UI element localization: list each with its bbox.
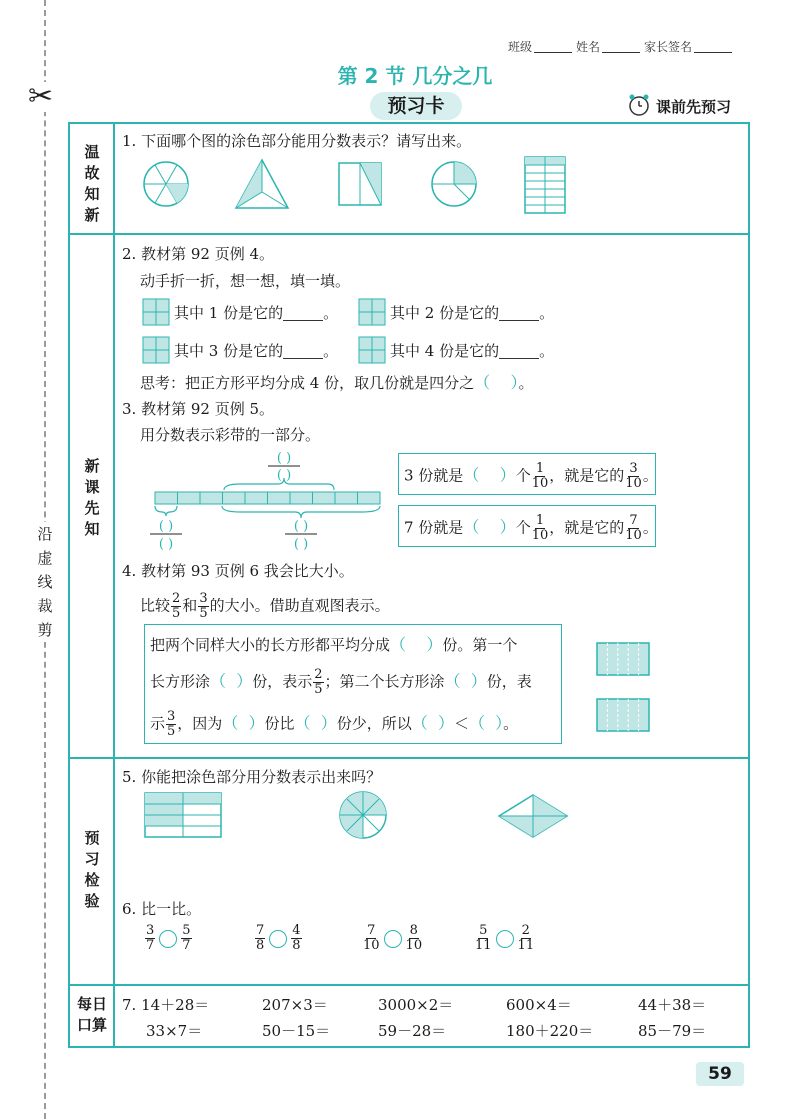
fraction-denominator: 8 — [292, 938, 301, 953]
period: 。 — [539, 304, 555, 322]
fraction-numerator: 2 — [314, 667, 323, 682]
paren-close: ） — [320, 713, 337, 733]
fraction-numerator: 7 — [256, 923, 265, 938]
svg-text:( ): ( ) — [276, 451, 292, 466]
period: 。 — [642, 518, 658, 537]
q5-rhombus — [498, 794, 568, 838]
q2-answer-blank[interactable] — [499, 320, 539, 321]
q2-item-1 — [174, 302, 338, 324]
question-6: 6. 比一比。 — [122, 900, 202, 918]
q1-rectangle-strips — [524, 156, 566, 214]
q5-circle — [338, 790, 388, 840]
paren-open: （ — [411, 713, 428, 733]
class-field[interactable] — [534, 52, 572, 53]
paren-open: （ — [468, 713, 485, 733]
fraction-numerator: 3 — [146, 923, 155, 938]
calc-item[interactable]: 180＋220＝ — [506, 1022, 594, 1040]
paren-open: （ — [210, 671, 227, 691]
fraction-denominator: 5 — [314, 682, 323, 697]
calc-item[interactable]: 600×4＝ — [506, 996, 572, 1014]
divider-new — [68, 757, 750, 759]
period: 。 — [539, 342, 555, 360]
q1-triangle — [234, 158, 290, 210]
calc-item[interactable]: 207×3＝ — [262, 996, 328, 1014]
svg-text:( ): ( ) — [158, 519, 174, 534]
q4-text: 份比 — [264, 714, 295, 733]
question-2-instruction: 动手折一折，想一想，填一填。 — [140, 272, 351, 290]
fraction — [363, 924, 380, 953]
divider-review — [68, 233, 750, 235]
q4-compare-line — [140, 592, 390, 621]
q3-text: 个 — [515, 466, 531, 485]
paren-open: （ — [444, 671, 461, 691]
q1-circle-unequal — [430, 160, 478, 208]
q2-square-2 — [358, 298, 386, 326]
q4-text: 和 — [182, 596, 198, 615]
q4-text: 的大小。借助直观图表示。 — [209, 596, 390, 615]
q4-text: 份少，所以 — [336, 714, 412, 733]
paren-open: （ — [474, 373, 491, 392]
section-label-check — [72, 828, 112, 912]
paren-close: ） — [495, 713, 504, 733]
q5-rectangle — [144, 792, 222, 838]
svg-text:( ): ( ) — [276, 468, 292, 483]
card-title: 预习卡 — [370, 92, 462, 120]
paren-close: ） — [499, 517, 516, 537]
fraction — [181, 924, 191, 953]
q3-text: 个 — [515, 518, 531, 537]
fraction — [532, 462, 549, 491]
fraction-numerator: 5 — [479, 923, 488, 938]
fraction-denominator: 5 — [199, 606, 208, 621]
q4-text: ，因为 — [177, 714, 223, 733]
fraction — [291, 924, 301, 953]
svg-text:( ): ( ) — [293, 537, 309, 552]
q2-item-text: 其中 1 份是它的 — [174, 304, 284, 322]
fraction — [171, 592, 181, 621]
q4-line-2 — [150, 668, 532, 697]
calc-item[interactable]: 85－79＝ — [638, 1022, 707, 1040]
question-2-title: 2. 教材第 92 页例 4。 — [122, 245, 275, 263]
q4-text: 示 — [150, 714, 166, 733]
fraction-numerator: 2 — [521, 923, 530, 938]
class-label: 班级 — [508, 40, 533, 54]
fraction-denominator: 10 — [531, 528, 549, 543]
section-label-text: 新课先知 — [84, 457, 100, 538]
fraction-denominator: 10 — [531, 476, 549, 491]
fraction-numerator: 7 — [629, 513, 638, 528]
answer-paren[interactable] — [390, 635, 442, 654]
section-label-daily — [72, 994, 112, 1036]
fraction — [166, 710, 176, 739]
calc-item[interactable]: 50－15＝ — [262, 1022, 331, 1040]
calc-item[interactable]: 7. 14＋28＝ — [122, 996, 210, 1014]
q3-text: ，就是它的 — [549, 466, 625, 485]
q2-answer-blank[interactable] — [283, 320, 323, 321]
compare-circle[interactable] — [159, 930, 177, 948]
fraction — [198, 592, 208, 621]
calc-item[interactable]: 3000×2＝ — [378, 996, 454, 1014]
paren-open: （ — [222, 713, 239, 733]
less-than-sign: ＜ — [453, 714, 469, 733]
q4-text: 份。第一个 — [442, 636, 518, 654]
question-4-title: 4. 教材第 93 页例 6 我会比大小。 — [122, 562, 354, 580]
fraction-denominator: 11 — [475, 938, 492, 953]
question-5: 5. 你能把涂色部分用分数表示出来吗？ — [122, 768, 382, 786]
answer-paren[interactable] — [295, 714, 337, 733]
fraction-denominator: 10 — [625, 528, 642, 543]
q4-text: 把两个同样大小的长方形都平均分成 — [150, 636, 391, 654]
q2-item-2 — [390, 302, 554, 324]
q4-rectangle-1 — [596, 642, 650, 676]
fraction-denominator: 7 — [182, 938, 191, 953]
q2-square-3 — [142, 336, 170, 364]
q3-text: ，就是它的 — [549, 518, 625, 537]
paren-open: （ — [294, 713, 311, 733]
q4-text: ；第二个长方形涂 — [324, 672, 445, 691]
fraction-numerator: 3 — [199, 591, 208, 606]
paren-open: （ — [390, 635, 407, 654]
q4-text: 份，表示 — [252, 672, 313, 691]
fraction-numerator: 7 — [367, 923, 376, 938]
paren-close: ） — [499, 465, 516, 485]
q3-box-1-text — [404, 462, 658, 491]
period: 。 — [323, 342, 339, 360]
q2-square-4 — [358, 336, 386, 364]
label-column-divider — [113, 122, 115, 1048]
divider-check — [68, 984, 750, 986]
paren-close: ） — [236, 671, 253, 691]
section-label-text: 温故知新 — [84, 143, 100, 224]
fraction — [313, 668, 323, 697]
q4-line-3 — [150, 710, 518, 739]
q1-circle-sixths — [142, 160, 190, 208]
fraction-denominator: 7 — [146, 938, 155, 953]
q2-item-3 — [174, 340, 338, 362]
fraction-numerator: 3 — [629, 461, 638, 476]
page-number: 59 — [696, 1062, 744, 1086]
q2-square-1 — [142, 298, 170, 326]
fraction — [625, 514, 642, 543]
paren-close: ） — [510, 373, 519, 392]
parent-sign-field[interactable] — [694, 52, 732, 53]
answer-paren[interactable] — [222, 714, 264, 733]
fraction-numerator: 3 — [167, 709, 176, 724]
compare-pair-4 — [474, 924, 535, 953]
paren-open: （ — [463, 517, 480, 537]
q2-answer-blank[interactable] — [283, 358, 323, 359]
name-label: 姓名 — [576, 40, 601, 54]
scissors-icon: ✂ — [28, 79, 54, 114]
calc-item[interactable]: 59－28＝ — [378, 1022, 447, 1040]
fraction-numerator: 1 — [535, 513, 545, 528]
period: 。 — [503, 714, 519, 733]
compare-pair-2 — [254, 924, 303, 953]
q2-answer-blank[interactable] — [499, 358, 539, 359]
section-label-review — [72, 142, 112, 226]
section-label-new — [72, 456, 112, 540]
parent-sign-label: 家长签名 — [644, 40, 693, 54]
paren-close: ） — [437, 713, 454, 733]
paren-close: ） — [470, 671, 487, 691]
section-title: 第 2 节 几分之几 — [337, 64, 493, 88]
q2-item-text: 其中 4 份是它的 — [390, 342, 500, 360]
fraction-numerator: 4 — [292, 923, 301, 938]
answer-paren[interactable] — [469, 714, 503, 733]
name-field[interactable] — [602, 52, 640, 53]
q3-text: 3 份就是 — [404, 466, 464, 485]
q4-line-1 — [150, 634, 517, 656]
q4-text: 比较 — [140, 596, 171, 615]
answer-paren[interactable] — [445, 672, 487, 691]
fraction-numerator: 8 — [409, 923, 418, 938]
q2-think — [140, 372, 533, 394]
compare-circle[interactable] — [269, 930, 287, 948]
paren-close: ） — [248, 713, 265, 733]
fraction-denominator: 10 — [405, 938, 423, 953]
fraction-denominator: 5 — [167, 724, 176, 739]
fraction — [625, 462, 642, 491]
calc-item[interactable]: 44＋38＝ — [638, 996, 707, 1014]
question-1: 1. 下面哪个图的涂色部分能用分数表示？请写出来。 — [122, 132, 472, 150]
q2-item-4 — [390, 340, 554, 362]
ribbon-diagram — [140, 450, 390, 560]
answer-paren[interactable] — [474, 373, 518, 392]
section-label-text: 每日口算 — [76, 995, 107, 1034]
fraction — [406, 924, 423, 953]
compare-circle[interactable] — [496, 930, 514, 948]
q3-text: 7 份就是 — [404, 518, 464, 537]
compare-circle[interactable] — [384, 930, 402, 948]
answer-paren[interactable] — [463, 466, 515, 485]
paren-open: （ — [463, 465, 480, 485]
compare-pair-1 — [144, 924, 193, 953]
fraction-numerator: 1 — [535, 461, 545, 476]
svg-text:( ): ( ) — [158, 537, 174, 552]
fraction-denominator: 10 — [625, 476, 642, 491]
fraction-denominator: 5 — [172, 606, 181, 621]
fraction — [255, 924, 265, 953]
fraction — [475, 924, 492, 953]
q2-item-text: 其中 3 份是它的 — [174, 342, 284, 360]
period: 。 — [642, 466, 658, 485]
q4-text: 长方形涂 — [150, 672, 211, 691]
q1-square — [338, 162, 382, 206]
alarm-clock-icon — [627, 93, 651, 117]
period: 。 — [518, 374, 534, 392]
preview-label: 课前先预习 — [656, 98, 732, 116]
q2-think-text: 思考：把正方形平均分成 4 份，取几份就是四分之 — [140, 374, 475, 392]
fraction-numerator: 5 — [182, 923, 191, 938]
fraction-denominator: 11 — [517, 938, 535, 953]
fraction — [532, 514, 549, 543]
fraction-denominator: 10 — [363, 938, 380, 953]
fraction-numerator: 2 — [172, 591, 181, 606]
period: 。 — [323, 304, 339, 322]
q2-item-text: 其中 2 份是它的 — [390, 304, 500, 322]
answer-paren[interactable] — [210, 672, 252, 691]
question-3-title: 3. 教材第 92 页例 5。 — [122, 400, 275, 418]
fraction — [145, 924, 155, 953]
answer-paren[interactable] — [412, 714, 454, 733]
student-info — [508, 38, 736, 55]
cut-label: 沿虚线裁剪 — [36, 522, 54, 642]
q4-text: 份，表 — [486, 672, 532, 691]
fraction — [518, 924, 535, 953]
q4-rectangle-2 — [596, 698, 650, 732]
section-label-text: 预习检验 — [84, 829, 100, 910]
calc-item[interactable]: 33×7＝ — [146, 1022, 203, 1040]
answer-paren[interactable] — [463, 518, 515, 537]
paren-close: ） — [426, 635, 443, 654]
fraction-denominator: 8 — [256, 938, 265, 953]
compare-pair-3 — [362, 924, 423, 953]
question-3-instruction: 用分数表示彩带的一部分。 — [140, 426, 321, 444]
q3-box-2-text — [404, 514, 658, 543]
svg-text:( ): ( ) — [293, 519, 309, 534]
